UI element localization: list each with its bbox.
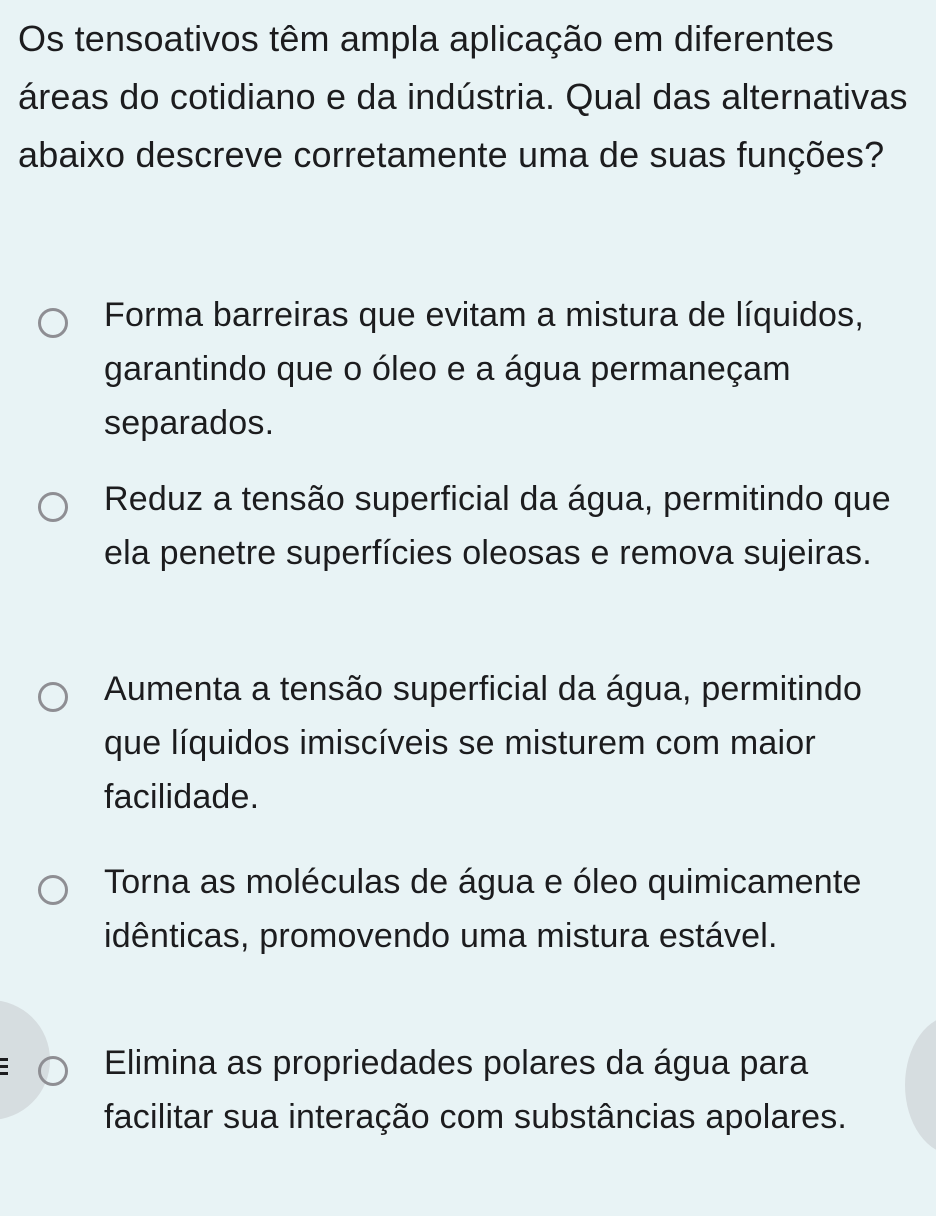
answer-option-label[interactable]: Aumenta a tensão superficial da água, permitindo que líquidos imiscíveis se misturem com maior facilidade. (104, 670, 863, 816)
answer-option-4[interactable] (0, 855, 936, 1035)
radio-circle-icon[interactable] (38, 875, 68, 905)
question-text: Os tensoativos têm ampla aplicação em diferentes áreas do cotidiano e da indústria. Qual das alternativas abaixo descreve corretamente uma de suas funções? (18, 18, 908, 175)
answer-option-3[interactable] (0, 662, 936, 842)
answer-option-2[interactable] (0, 472, 936, 652)
answer-option-1[interactable] (0, 288, 936, 468)
radio-circle-icon[interactable] (38, 1056, 68, 1086)
answer-option-label[interactable]: Reduz a tensão superficial da água, permitindo que ela penetre superfícies oleosas e remova sujeiras. (104, 480, 891, 572)
radio-circle-icon[interactable] (38, 308, 68, 338)
radio-circle-icon[interactable] (38, 682, 68, 712)
answer-option-label[interactable]: Elimina as propriedades polares da água para facilitar sua interação com substâncias apolares. (104, 1044, 848, 1136)
answer-option-5[interactable] (0, 1036, 936, 1216)
radio-circle-icon[interactable] (38, 492, 68, 522)
answer-option-label[interactable]: Forma barreiras que evitam a mistura de líquidos, garantindo que o óleo e a água permaneçam separados. (104, 296, 865, 442)
answer-option-label[interactable]: Torna as moléculas de água e óleo quimicamente idênticas, promovendo uma mistura estável. (104, 863, 862, 955)
